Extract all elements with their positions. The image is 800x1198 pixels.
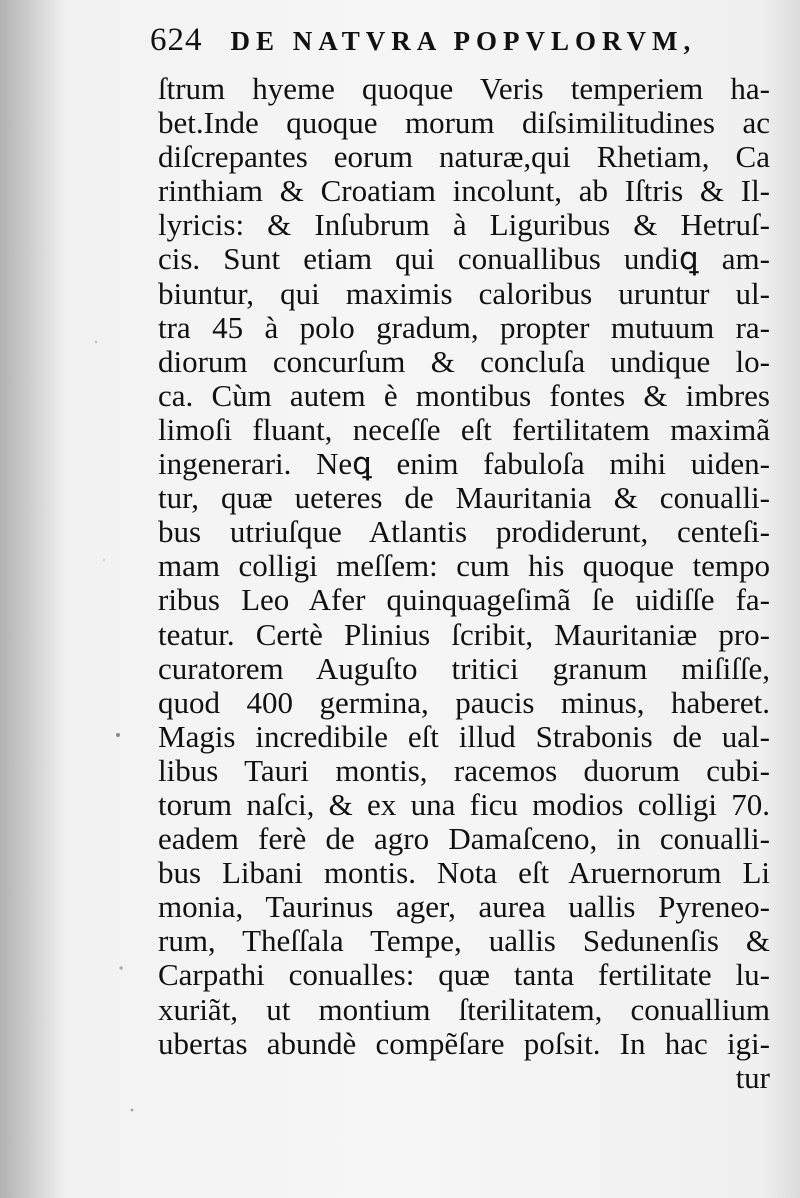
text-line: diorum concurſum & concluſa undique lo- xyxy=(158,344,770,379)
text-line: quod 400 germina, paucis minus, haberet. xyxy=(158,685,770,720)
text-line: xuriãt, ut montium ſterilitatem, conuallium xyxy=(158,992,770,1027)
text-line: cis. Sunt etiam qui conuallibus undiꝗ am- xyxy=(158,242,770,277)
text-line: teatur. Certè Plinius ſcribit, Mauritaniæ pro- xyxy=(158,617,770,652)
page-header xyxy=(150,22,770,70)
text-line: torum naſci, & ex una ficu modios colligi 70. xyxy=(158,787,770,822)
page-number: 624 xyxy=(150,22,203,58)
text-line: bus Libani montis. Nota eſt Aruernorum Li xyxy=(158,856,770,891)
text-line: rinthiam & Croatiam incolunt, ab Iſtris & Il- xyxy=(158,174,770,209)
text-line: tur, quæ ueteres de Mauritania & conualli- xyxy=(158,481,770,516)
text-line: lyricis: & Inſubrum à Liguribus & Hetruſ- xyxy=(158,208,770,243)
text-line: limoſi fluant, neceſſe eſt fertilitatem maximã xyxy=(158,412,770,447)
text-line: ingenerari. Neꝗ enim fabuloſa mihi uiden- xyxy=(158,447,770,482)
text-line: eadem ferè de agro Damaſceno, in conualli- xyxy=(158,822,770,857)
text-line: ubertas abundè compẽſare poſsit. In hac igi- xyxy=(158,1026,770,1061)
text-line: diſcrepantes eorum naturæ,qui Rhetiam, Ca xyxy=(158,140,770,175)
running-title: DE NATVRA POPVLORVM, xyxy=(230,26,697,56)
text-line: ribus Leo Afer quinquageſimã ſe uidiſſe fa- xyxy=(158,583,770,618)
text-line: Magis incredibile eſt illud Strabonis de ual- xyxy=(158,719,770,754)
body-text xyxy=(158,72,770,1095)
text-line: mam colligi meſſem: cum his quoque tempo xyxy=(158,549,770,584)
gutter-shadow xyxy=(0,0,70,1198)
text-line: libus Tauri montis, racemos duorum cubi- xyxy=(158,753,770,788)
text-line: bus utriuſque Atlantis prodiderunt, centeſi- xyxy=(158,515,770,550)
text-line: biuntur, qui maximis caloribus uruntur ul- xyxy=(158,276,770,311)
text-line: tra 45 à polo gradum, propter mutuum ra- xyxy=(158,310,770,345)
text-line: ca. Cùm autem è montibus fontes & imbres xyxy=(158,378,770,413)
text-line: monia, Taurinus ager, aurea uallis Pyreneo- xyxy=(158,890,770,925)
catchword: tur xyxy=(735,1060,770,1095)
text-line: ſtrum hyeme quoque Veris temperiem ha- xyxy=(158,72,770,106)
text-line: bet.Inde quoque morum diſsimilitudines ac xyxy=(158,106,770,141)
text-line: rum, Theſſala Tempe, uallis Sedunenſis & xyxy=(158,924,770,959)
text-line: curatorem Auguſto tritici granum miſiſſe, xyxy=(158,651,770,686)
text-line: Carpathi conualles: quæ tanta fertilitate lu- xyxy=(158,958,770,993)
